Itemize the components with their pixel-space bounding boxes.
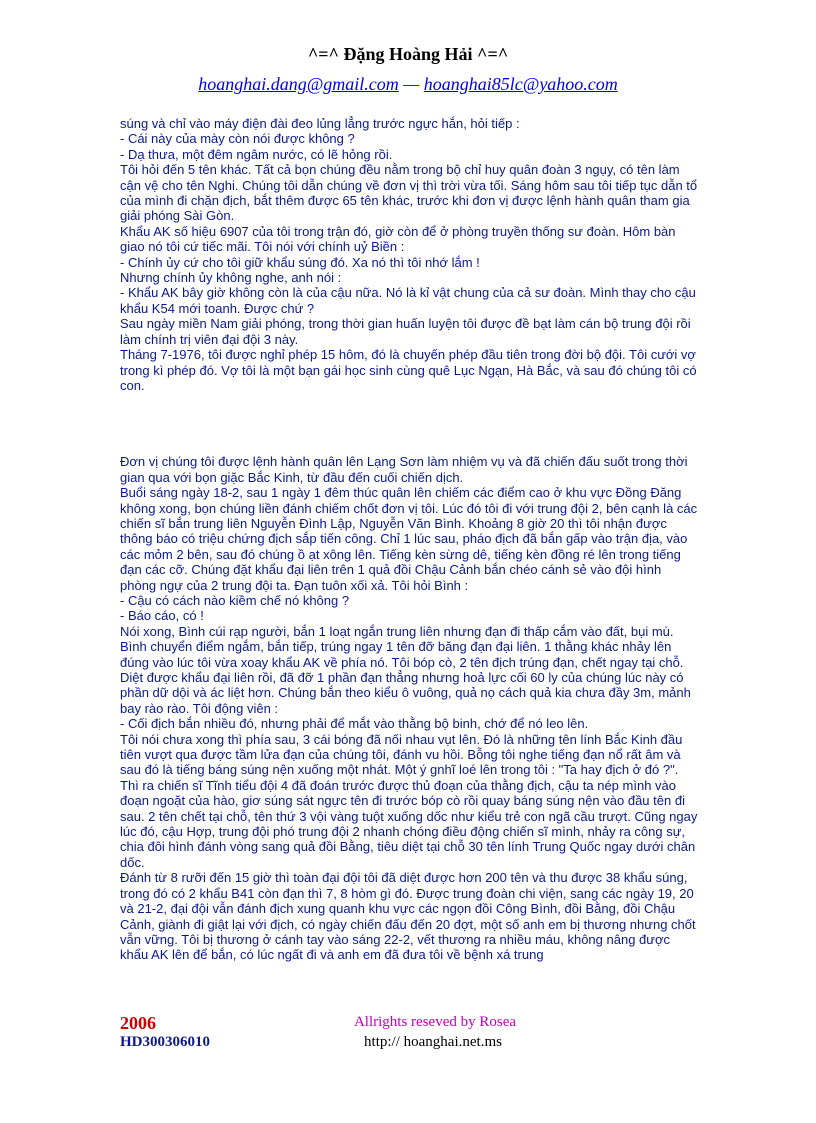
paragraph: Đánh từ 8 rưỡi đến 15 giờ thì toàn đại đội tôi đã diệt được hơn 200 tên và thu được 38 khẩu súng, trong đó có 2 khẩu B41 còn đạn thì 7, 8 hòm gì đó. Được trung đoàn chi viện, sang các ngày 19, 20 và 21-2, đại đội vẫn đánh địch xung quanh khu vực các ngọn đồi Công Bình, đồi Bằng, đồi Chậu Cảnh, giành đi giật lại với địch, có ngày chiến đấu đến 20 đợt, một số anh em bị thương nhưng chốt vẫn vững. Tôi bị thương ở cánh tay vào sáng 22-2, vết thương ra nhiều máu, không nâng được khẩu AK lên để bắn, có lúc ngất đi và anh em đã đưa tôi về bệnh xá trung <box>120 870 696 963</box>
paragraph: Khẩu AK số hiệu 6907 của tôi trong trận đó, giờ còn để ở phòng truyền thống sư đoàn. Hôm bàn giao nó tôi cứ tiếc mãi. Tôi nói với chính uỷ Biền : <box>120 223 676 255</box>
footer-rights: Allrights reseved by Rosea <box>353 1014 517 1030</box>
footer-year: 2006 <box>120 1013 156 1033</box>
paragraph: Tôi nói chưa xong thì phía sau, 3 cái bóng đã nối nhau vụt lên. Đó là những tên lính Bắc Kinh đầu tiên vượt qua được tầm lửa đạn của chúng tôi, đánh vu hồi. Bỗng tôi nghe tiếng đạn nổ rất âm và sau đó là tiếng báng súng nện xuống một nhát. Một ý gnhĩ loé lên trong tôi : "Ta hay địch ở đó ?". <box>120 731 683 778</box>
paragraph: - Cối địch bắn nhiều đó, nhưng phải để mắt vào thằng bộ binh, chớ để nó leo lên. <box>120 716 589 732</box>
footer-code: HD300306010 <box>120 1034 210 1050</box>
paragraph: súng và chỉ vào máy điện đài đeo lủng lẳng trước ngực hắn, hỏi tiếp : <box>120 116 520 131</box>
paragraph: - Chính ủy cứ cho tôi giữ khẩu súng đó. Xa nó thì tôi nhớ lắm ! <box>120 254 480 270</box>
email-link-yahoo[interactable]: hoanghai85lc@yahoo.com <box>423 74 618 94</box>
paragraph: - Báo cáo, có ! <box>120 608 204 624</box>
document-body <box>120 116 698 963</box>
paragraph: - Dạ thưa, một đêm ngâm nước, có lẽ hỏng rồi. <box>120 146 393 162</box>
email-link-gmail[interactable]: hoanghai.dang@gmail.com <box>198 74 399 94</box>
email-separator: — <box>398 74 424 94</box>
paragraph: Sau ngày miền Nam giải phóng, trong thời gian huấn luyện tôi được đề bạt làm cán bộ trung đội rồi làm chính trị viên đại đội 3 này. <box>120 316 691 347</box>
footer-url[interactable]: http:// hoanghai.net.ms <box>364 1034 502 1050</box>
paragraph: Đơn vị chúng tôi được lệnh hành quân lên Lạng Sơn làm nhiệm vụ và đã chiến đấu suốt trong thời gian qua với bọn giặc Bắc Kinh, từ đầu đến cuối chiến dịch. <box>120 454 688 485</box>
paragraph: Tháng 7-1976, tôi được nghỉ phép 15 hôm, đó là chuyến phép đầu tiên trong đời bộ đội. Tôi cưới vợ trong kì phép đó. Vợ tôi là một bạn gái học sinh cùng quê Lục Ngạn, Hà Bắc, và sau đó chúng tôi có con. <box>120 347 697 393</box>
paragraph: - Khẩu AK bây giờ không còn là của cậu nữa. Nó là kỉ vật chung của cả sư đoàn. Mình thay cho cậu khẩu K54 mới toanh. Được chứ ? <box>120 285 696 316</box>
section-gap <box>120 393 698 454</box>
paragraph: - Cậu có cách nào kiềm chế nó không ? <box>120 592 350 608</box>
paragraph: Tôi hỏi đến 5 tên khác. Tất cả bọn chúng đều nằm trong bộ chỉ huy quân đoàn 3 ngụy, có tên làm cận vệ cho tên Nghi. Chúng tôi dẫn chúng về đơn vị thì trời vừa tối. Sáng hôm sau tôi tiếp tục dẫn tổ của mình đi chặn địch, bắt thêm được 65 tên khác, trước khi đơn vị được lệnh hành quân tham gia giải phóng Sài Gòn. <box>120 162 698 224</box>
paragraph: Buổi sáng ngày 18-2, sau 1 ngày 1 đêm thúc quân lên chiếm các điểm cao ở khu vực Đồng Đăng không xong, bọn chúng liền đánh chiếm chốt đơn vị tôi. Lúc đó tôi đi với trung đội 2, bên cạnh là các chiến sĩ bắn trung liên Nguyễn Đình Lập, Nguyễn Văn Bình. Khoảng 8 giờ 20 thì tôi nhận được thông báo có triệu chứng địch sắp tiến công. Chỉ 1 lúc sau, pháo địch đã bắn gấp vào trận địa, vào các mỏm 2 bên, sau đó chúng ồ ạt xông lên. Tiếng kèn sừng dê, tiếng kèn đồng ré lên trong tiếng đạn các cỡ. Chúng đặt khẩu đại liên trên 1 quả đồi Chậu Cảnh bắn chéo cánh sẻ vào đội hình phòng ngự của 2 trung đội ta. Đạn tuôn xối xả. Tôi hỏi Bình : <box>120 485 698 593</box>
header-emails <box>0 74 816 95</box>
paragraph: Thì ra chiến sĩ Tĩnh tiểu đội 4 đã đoán trước được thủ đoạn của thằng địch, cậu ta nép mình vào đoạn ngoặt của hào, giơ súng sát ngực tên đi trước bóp cò rồi quay báng súng nện vào đầu tên đi sau. 2 tên chết tại chỗ, tên thứ 3 vội vàng tuột xuống dốc như kiểu trẻ con ngã cầu trượt. Cũng ngay lúc đó, cậu Hợp, trung đội phó trung đội 2 nhanh chóng điều động chiến sĩ mình, nhảy ra công sự, chia đôi hình đánh vòng sang quả đồi Bằng, tiêu diệt tại chỗ 30 tên lính Trung Quốc ngay dưới chân dốc. <box>120 777 698 870</box>
paragraph: - Cái này của mày còn nói được không ? <box>120 131 355 147</box>
page-title: ^=^ Đặng Hoàng Hải ^=^ <box>307 44 509 64</box>
paragraph: Nói xong, Bình cúi rạp người, bắn 1 loạt ngắn trung liên nhưng đạn đi thấp cắm vào đất, bụi mù. Bình chuyển điểm ngắm, bắn tiếp, trúng ngay 1 tên đỡ băng đạn đại liên. 1 thằng khác nhảy lên đúng vào lúc tôi vừa xoay khẩu AK về phía nó. Tôi bóp cò, 2 tên địch trúng đạn, chết ngay tại chỗ. Diệt được khẩu đại liên rồi, đã đỡ 1 phần đạn thẳng nhưng hoả lực cối 60 ly của chúng lúc này có phần dữ dội và ác liệt hơn. Chúng bắn theo kiểu ô vuông, quả nọ cách quả kia chưa đầy 3m, mảnh bay rào rào. Tôi động viên : <box>120 623 691 716</box>
paragraph: Nhưng chính ủy không nghe, anh nói : <box>120 270 342 286</box>
